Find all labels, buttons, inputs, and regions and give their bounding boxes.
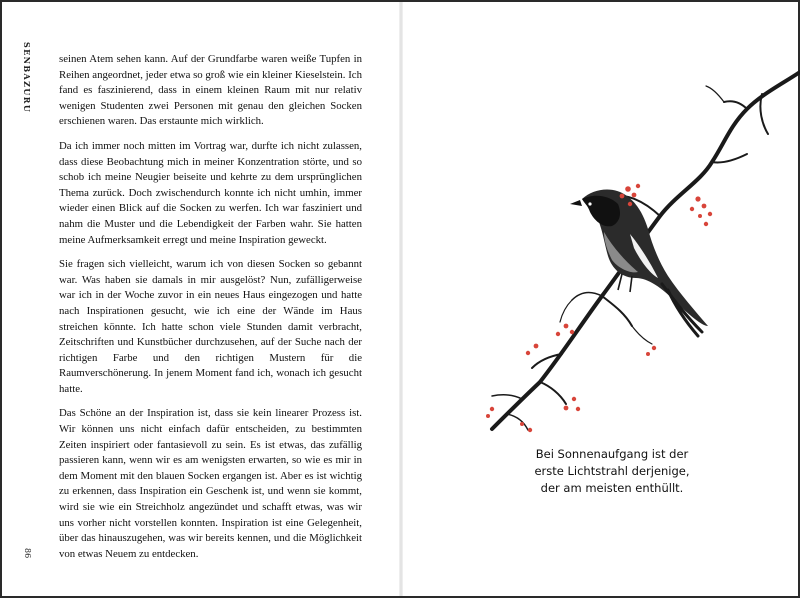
quote-line: erste Lichtstrahl derjenige,	[534, 464, 690, 478]
paragraph: Das Schöne an der Inspiration ist, dass sie kein linearer Prozess ist. Wir können uns nicht einfach dafür entscheiden, zu bestimmten Zeiten inspiriert oder fantasievoll zu sein. Es ist etwas, das zufällig passieren kann, wenn wir es am wenigsten erwarten, so wie es mir in dem Moment mit den blauen Socken ergangen ist. Aber es ist wichtig zu erkennen, dass Inspiration ein Geschenk ist, und wenn sie kommt, wird sie wie ein Streichholz angezündet und schafft etwas, was wir uns vorher nicht vorstellen konnten. Inspiration ist eine Gelegenheit, über das hinauszugehen, was wir bereits kennen, und die Möglichkeit von etwas Neuem zu entdecken.	[59, 407, 362, 560]
right-page	[402, 2, 798, 596]
quote	[512, 446, 712, 497]
bird-on-branch-icon	[462, 64, 800, 434]
page-number: 86	[23, 548, 32, 559]
paragraph: Sie fragen sich vielleicht, warum ich von diesen Socken so gebannt war. Was haben sie damals in mir ausgelöst? Nun, zufälligerweise war ich in der Woche zuvor in ein neues Haus eingezogen und hatte nach Inspirationen gesucht, wie ich eine der Wände im Haus streichen könnte. Ich hatte schon viele Stunden damit verbracht, Zeitschriften und Kunstbücher durchzusehen, auf der Suche nach der richtigen Farbe und den richtigen Mustern für die Raumverschönerung. In jenem Moment fand ich, wonach ich gesucht hatte.	[59, 258, 362, 395]
quote-line: der am meisten enthüllt.	[540, 481, 684, 495]
book-spread	[2, 2, 798, 596]
paragraph: seinen Atem sehen kann. Auf der Grundfarbe waren weiße Tupfen in Reihen angeordnet, jeder etwa so groß wie ein kleiner Kieselstein. Ich fand es faszinierend, dass in einem kleinen Raum mit nur relativ wenigen Studenten zwei Personen mit genau den gleichen Socken erschienen waren. Das erstaunte mich wirklich.	[59, 53, 362, 128]
quote-line: Bei Sonnenaufgang ist der	[535, 447, 689, 461]
running-head: SENBAZURU	[22, 42, 32, 114]
body-text	[59, 52, 362, 571]
paragraph: Da ich immer noch mitten im Vortrag war, durfte ich nicht zulassen, dass diese Beobachtung mich in meiner Konzentration störte, und so schob ich meine Neugier beiseite und kehrte zu dem ursprünglichen Thema zurück. Doch zwischendurch konnte ich nicht umhin, immer wieder einen Blick auf die Socken zu werfen. Ich war fasziniert und nahm die Muster und die Lebendigkeit der Farben wahr. Sie hatten meine Aufmerksamkeit erregt und meine Inspiration geweckt.	[59, 139, 362, 246]
left-page	[2, 2, 400, 596]
